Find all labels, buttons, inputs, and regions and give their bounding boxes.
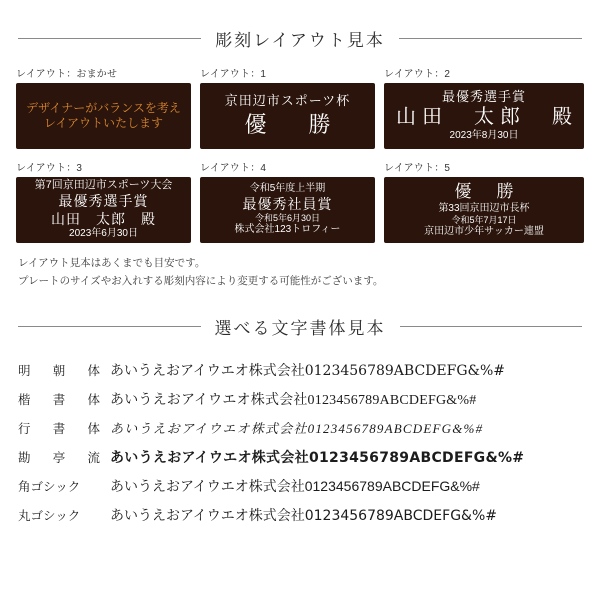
heading-rule-left bbox=[18, 38, 201, 39]
engraving-plate bbox=[384, 177, 584, 243]
font-name-char: 流 bbox=[87, 450, 100, 465]
layout-label: レイアウト：5 bbox=[384, 163, 451, 174]
plate-line: 山田 太郎 殿 bbox=[51, 210, 156, 227]
plate-line: 京田辺市少年サッカー連盟 bbox=[424, 226, 544, 238]
plate-line: 2023年6月30日 bbox=[69, 228, 138, 240]
font-name-char: 体 bbox=[87, 392, 100, 407]
font-name-char: 行 bbox=[18, 421, 31, 436]
font-sample-text: あいうえおアイウエオ株式会社0123456789ABCDEFG&%# bbox=[110, 507, 497, 524]
font-name-char: 楷 bbox=[18, 392, 31, 407]
font-name-char: 角ゴシック bbox=[18, 479, 81, 494]
font-name-char: 体 bbox=[87, 363, 100, 378]
plate-line: 令和5年度上半期 bbox=[249, 183, 326, 195]
plate-line: 京田辺市スポーツ杯 bbox=[224, 93, 351, 109]
plate-line: 2023年8月30日 bbox=[449, 130, 519, 142]
font-sample-text: あいうえおアイウエオ株式会社0123456789ABCDEFG&%# bbox=[110, 477, 480, 494]
font-name-char: 体 bbox=[87, 421, 100, 436]
engraving-plate bbox=[16, 83, 191, 149]
font-name-char: 明 bbox=[18, 363, 31, 378]
note-line: レイアウト見本はあくまでも目安です。 bbox=[18, 257, 206, 269]
font-name-char: 書 bbox=[52, 421, 66, 436]
font-section-heading bbox=[0, 314, 600, 339]
layout-sample-cell bbox=[200, 159, 375, 243]
layout-sample-cell bbox=[384, 159, 584, 243]
layout-notes bbox=[0, 255, 600, 288]
font-sample-text: あいうえおアイウエオ株式会社0123456789ABCDEFG&%# bbox=[110, 421, 484, 436]
top-spacer bbox=[0, 0, 600, 26]
layout-label: レイアウト：4 bbox=[200, 163, 267, 174]
engraving-plate bbox=[200, 177, 375, 243]
font-name-marugothic bbox=[18, 506, 110, 524]
plate-line: 優 勝 bbox=[454, 182, 518, 202]
font-sample-text: あいうえおアイウエオ株式会社0123456789ABCDEFG&%# bbox=[110, 392, 477, 408]
font-name-mincho bbox=[18, 361, 110, 379]
font-name-kakugothic bbox=[18, 477, 110, 495]
font-sample-row bbox=[18, 500, 582, 529]
font-sample-row bbox=[18, 355, 582, 384]
plate-line: 第33回京田辺市長杯 bbox=[438, 202, 530, 214]
font-name-kaisho bbox=[18, 390, 110, 408]
plate-line: レイアウトいたします bbox=[43, 116, 164, 130]
font-sample-row bbox=[18, 471, 582, 500]
heading-rule-right bbox=[399, 38, 582, 39]
font-sample-row bbox=[18, 384, 582, 413]
plate-line: 令和5年7月17日 bbox=[451, 215, 517, 225]
note-line: プレートのサイズやお入れする彫刻内容により変更する可能性がございます。 bbox=[18, 275, 384, 287]
layout-sample-cell bbox=[16, 159, 191, 243]
plate-line: デザイナーがバランスを考え bbox=[26, 101, 181, 115]
plate-line: 優 勝 bbox=[244, 112, 341, 138]
layout-label: レイアウト：1 bbox=[200, 69, 267, 80]
plate-line: 株式会社123トロフィー bbox=[234, 224, 341, 236]
engraving-plate bbox=[384, 83, 584, 149]
layout-label: レイアウト：おまかせ bbox=[16, 69, 118, 80]
plate-line: 最優秀選手賞 bbox=[58, 193, 149, 210]
font-sample-row bbox=[18, 442, 582, 471]
layout-sample-cell bbox=[16, 65, 191, 149]
plate-line: 最優秀社員賞 bbox=[242, 195, 333, 212]
layout-sample-cell bbox=[384, 65, 584, 149]
plate-line: 山田 太郎 殿 bbox=[396, 106, 578, 129]
font-sample-text: あいうえおアイウエオ株式会社0123456789ABCDEFG&%# bbox=[110, 362, 506, 379]
font-name-char: 丸ゴシック bbox=[18, 508, 81, 523]
plate-line: 第7回京田辺市スポーツ大会 bbox=[34, 179, 173, 192]
font-sample-row bbox=[18, 413, 582, 442]
font-name-char: 勘 bbox=[18, 450, 31, 465]
font-heading-text: 選べる文字書体見本 bbox=[214, 319, 386, 338]
font-name-char: 朝 bbox=[52, 363, 66, 378]
font-name-char: 亭 bbox=[52, 450, 66, 465]
font-name-char: 書 bbox=[52, 392, 66, 407]
heading-rule-right bbox=[400, 326, 583, 327]
layout-sample-cell bbox=[200, 65, 375, 149]
plate-line: 令和5年6月30日 bbox=[254, 213, 321, 224]
engraving-plate bbox=[200, 83, 375, 149]
layout-sample-grid bbox=[0, 65, 600, 243]
layout-heading-text: 彫刻レイアウト見本 bbox=[215, 31, 385, 50]
font-sample-text: あいうえおアイウエオ株式会社0123456789ABCDEFG&%# bbox=[110, 449, 525, 466]
layout-section-heading bbox=[0, 26, 600, 51]
font-name-gyosho bbox=[18, 419, 110, 437]
font-sample-list bbox=[0, 355, 600, 529]
layout-label: レイアウト：3 bbox=[16, 163, 83, 174]
plate-line: 最優秀選手賞 bbox=[441, 89, 526, 105]
engraving-plate bbox=[16, 177, 191, 243]
font-name-kanteiryu bbox=[18, 448, 110, 466]
heading-rule-left bbox=[18, 326, 201, 327]
layout-label: レイアウト：2 bbox=[384, 69, 451, 80]
